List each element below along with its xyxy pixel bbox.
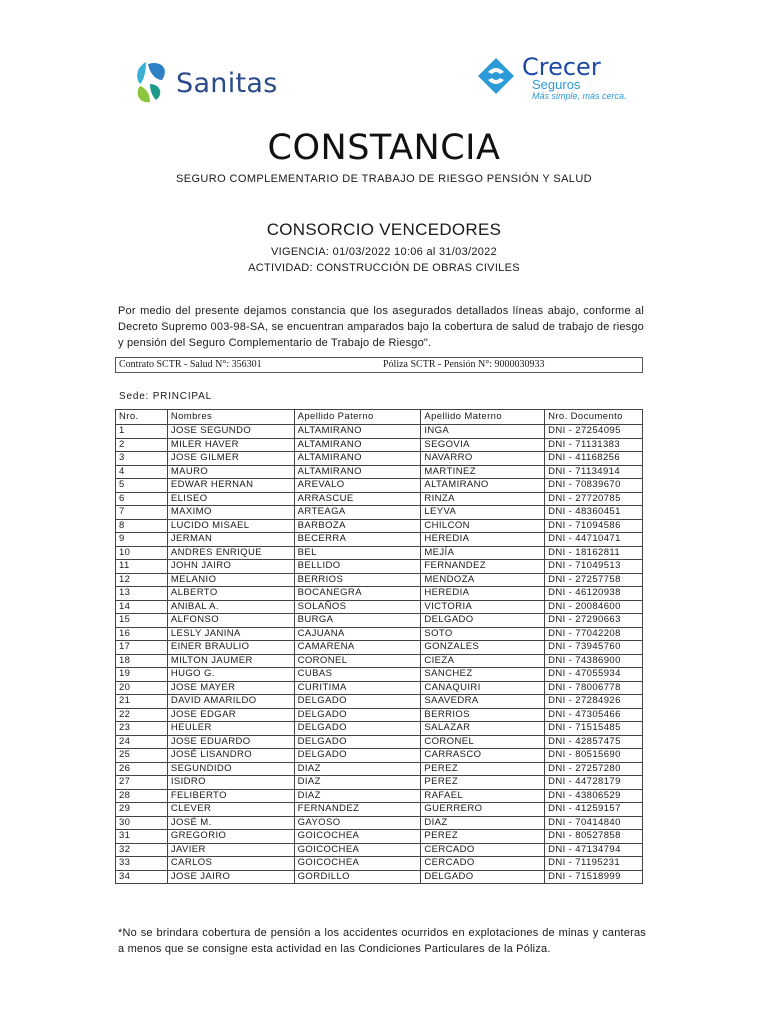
- table-row: [116, 735, 643, 749]
- cell-apellido-paterno: DELGADO: [294, 695, 421, 709]
- cell-nro: 5: [116, 479, 168, 493]
- cell-nro: 20: [116, 681, 168, 695]
- cell-apellido-materno: SOTO: [421, 627, 545, 641]
- cell-nro: 34: [116, 870, 168, 884]
- table-row: [116, 560, 643, 574]
- cell-apellido-materno: FERNANDEZ: [421, 560, 545, 574]
- cell-nombres: CARLOS: [167, 857, 294, 871]
- health-contract-number: Contrato SCTR - Salud N°: 356301: [119, 359, 262, 370]
- cell-nro: 10: [116, 546, 168, 560]
- cell-apellido-materno: CIEZA: [421, 654, 545, 668]
- cell-apellido-materno: SAAVEDRA: [421, 695, 545, 709]
- cell-documento: DNI - 27257280: [545, 762, 643, 776]
- crecer-diamond-icon: [476, 56, 516, 96]
- table-row: [116, 506, 643, 520]
- cell-nro: 26: [116, 762, 168, 776]
- header-apellido-paterno: Apellido Paterno: [294, 410, 421, 425]
- table-row: [116, 519, 643, 533]
- table-row: [116, 762, 643, 776]
- contract-box: [115, 357, 643, 373]
- cell-apellido-materno: CERCADO: [421, 843, 545, 857]
- cell-apellido-materno: CHILCON: [421, 519, 545, 533]
- cell-apellido-paterno: ALTAMIRANO: [294, 425, 421, 439]
- cell-apellido-paterno: BELLIDO: [294, 560, 421, 574]
- cell-documento: DNI - 42857475: [545, 735, 643, 749]
- table-row: [116, 546, 643, 560]
- cell-documento: DNI - 41168256: [545, 452, 643, 466]
- cell-apellido-materno: DIAZ: [421, 816, 545, 830]
- cell-nro: 3: [116, 452, 168, 466]
- header-apellido-materno: Apellido Materno: [421, 410, 545, 425]
- cell-nro: 4: [116, 465, 168, 479]
- cell-apellido-materno: RINZA: [421, 492, 545, 506]
- cell-nombres: CLEVER: [167, 803, 294, 817]
- cell-nombres: MILTON JAUMER: [167, 654, 294, 668]
- table-row: [116, 573, 643, 587]
- cell-nro: 13: [116, 587, 168, 601]
- cell-nro: 7: [116, 506, 168, 520]
- cell-apellido-materno: VICTORIA: [421, 600, 545, 614]
- cell-apellido-materno: CORONEL: [421, 735, 545, 749]
- cell-nombres: LUCIDO MISAEL: [167, 519, 294, 533]
- cell-nombres: JOSE EDUARDO: [167, 735, 294, 749]
- table-row: [116, 870, 643, 884]
- crecer-tagline: Más simple, más cerca.: [532, 91, 627, 101]
- cell-apellido-paterno: ALTAMIRANO: [294, 452, 421, 466]
- cell-nombres: HEULER: [167, 722, 294, 736]
- cell-nombres: JOSE EDGAR: [167, 708, 294, 722]
- cell-nombres: GREGORIO: [167, 830, 294, 844]
- cell-apellido-materno: DELGADO: [421, 870, 545, 884]
- table-row: [116, 789, 643, 803]
- cell-apellido-materno: ALTAMIRANO: [421, 479, 545, 493]
- cell-nro: 15: [116, 614, 168, 628]
- cell-apellido-paterno: DIAZ: [294, 762, 421, 776]
- cell-apellido-materno: CANAQUIRI: [421, 681, 545, 695]
- cell-apellido-paterno: BURGA: [294, 614, 421, 628]
- cell-nombres: FELIBERTO: [167, 789, 294, 803]
- sanitas-logo: [132, 58, 278, 108]
- cell-nro: 2: [116, 438, 168, 452]
- table-row: [116, 465, 643, 479]
- table-row: [116, 452, 643, 466]
- cell-apellido-paterno: ARRASCUE: [294, 492, 421, 506]
- cell-documento: DNI - 71195231: [545, 857, 643, 871]
- cell-documento: DNI - 44710471: [545, 533, 643, 547]
- cell-apellido-paterno: GOICOCHEA: [294, 857, 421, 871]
- cell-nombres: JOHN JAIRO: [167, 560, 294, 574]
- cell-nombres: MILER HAVER: [167, 438, 294, 452]
- cell-apellido-materno: GUERRERO: [421, 803, 545, 817]
- table-row: [116, 695, 643, 709]
- cell-apellido-paterno: BECERRA: [294, 533, 421, 547]
- cell-nombres: ELISEO: [167, 492, 294, 506]
- cell-nro: 12: [116, 573, 168, 587]
- cell-documento: DNI - 71515485: [545, 722, 643, 736]
- cell-apellido-paterno: GORDILLO: [294, 870, 421, 884]
- cell-documento: DNI - 77042208: [545, 627, 643, 641]
- cell-apellido-paterno: ALTAMIRANO: [294, 465, 421, 479]
- cell-nombres: JOSÉ LISANDRO: [167, 749, 294, 763]
- intro-paragraph: Por medio del presente dejamos constancia que los asegurados detallados líneas abajo, conforme al Decreto Supremo 003-98-SA, se encuentran amparados bajo la cobertura de salud de trabajo de riesgo y pensión del Seguro Complementario de Trabajo de Riesgo".: [118, 305, 644, 349]
- cell-documento: DNI - 46120938: [545, 587, 643, 601]
- table-header-row: [116, 410, 643, 425]
- cell-documento: DNI - 27290663: [545, 614, 643, 628]
- cell-nro: 28: [116, 789, 168, 803]
- table-row: [116, 749, 643, 763]
- cell-nombres: JOSE MAYER: [167, 681, 294, 695]
- cell-nro: 32: [116, 843, 168, 857]
- cell-nro: 27: [116, 776, 168, 790]
- cell-apellido-paterno: BERRIOS: [294, 573, 421, 587]
- validity-period: VIGENCIA: 01/03/2022 10:06 al 31/03/2022: [270, 246, 498, 258]
- cell-apellido-paterno: CAMARENA: [294, 641, 421, 655]
- cell-apellido-materno: SALAZAR: [421, 722, 545, 736]
- cell-apellido-materno: SANCHEZ: [421, 668, 545, 682]
- cell-nombres: JOSE GILMER: [167, 452, 294, 466]
- cell-documento: DNI - 71094586: [545, 519, 643, 533]
- crecer-wordmark: Crecer: [522, 53, 601, 81]
- cell-documento: DNI - 20084600: [545, 600, 643, 614]
- cell-apellido-paterno: DIAZ: [294, 789, 421, 803]
- cell-apellido-materno: CARRASCO: [421, 749, 545, 763]
- cell-apellido-materno: HEREDIA: [421, 587, 545, 601]
- cell-apellido-paterno: DIAZ: [294, 776, 421, 790]
- cell-apellido-materno: CERCADO: [421, 857, 545, 871]
- activity: ACTIVIDAD: CONSTRUCCIÓN DE OBRAS CIVILES: [248, 262, 520, 274]
- cell-apellido-materno: PEREZ: [421, 830, 545, 844]
- cell-apellido-paterno: GOICOCHEA: [294, 843, 421, 857]
- cell-nro: 11: [116, 560, 168, 574]
- cell-nro: 31: [116, 830, 168, 844]
- table-row: [116, 668, 643, 682]
- cell-documento: DNI - 43806529: [545, 789, 643, 803]
- sanitas-wordmark: Sanitas: [176, 67, 278, 99]
- cell-documento: DNI - 27720785: [545, 492, 643, 506]
- cell-apellido-materno: BERRIOS: [421, 708, 545, 722]
- cell-documento: DNI - 41259157: [545, 803, 643, 817]
- cell-documento: DNI - 71134914: [545, 465, 643, 479]
- cell-documento: DNI - 78006778: [545, 681, 643, 695]
- cell-nro: 16: [116, 627, 168, 641]
- cell-apellido-materno: HEREDIA: [421, 533, 545, 547]
- cell-apellido-paterno: CUBAS: [294, 668, 421, 682]
- table-row: [116, 843, 643, 857]
- cell-apellido-paterno: BARBOZA: [294, 519, 421, 533]
- cell-documento: DNI - 80527858: [545, 830, 643, 844]
- cell-nombres: EINER BRAULIO: [167, 641, 294, 655]
- cell-nombres: JOSÉ M.: [167, 816, 294, 830]
- cell-apellido-paterno: BOCANEGRA: [294, 587, 421, 601]
- cell-documento: DNI - 47134794: [545, 843, 643, 857]
- cell-nombres: JOSE SEGUNDO: [167, 425, 294, 439]
- table-row: [116, 681, 643, 695]
- cell-apellido-materno: PEREZ: [421, 776, 545, 790]
- cell-apellido-materno: MARTINEZ: [421, 465, 545, 479]
- cell-nombres: EDWAR HERNAN: [167, 479, 294, 493]
- cell-apellido-paterno: DELGADO: [294, 749, 421, 763]
- table-row: [116, 857, 643, 871]
- cell-nro: 1: [116, 425, 168, 439]
- cell-nombres: DAVID AMARILDO: [167, 695, 294, 709]
- cell-apellido-paterno: ARTEAGA: [294, 506, 421, 520]
- cell-apellido-materno: MEJÍA: [421, 546, 545, 560]
- cell-nro: 33: [116, 857, 168, 871]
- sanitas-butterfly-icon: [132, 58, 172, 108]
- table-row: [116, 438, 643, 452]
- document-subtitle: SEGURO COMPLEMENTARIO DE TRABAJO DE RIESGO PENSIÓN Y SALUD: [175, 173, 593, 185]
- crecer-seguros: Seguros: [532, 77, 581, 92]
- cell-apellido-paterno: AREVALO: [294, 479, 421, 493]
- cell-apellido-materno: GONZALES: [421, 641, 545, 655]
- cell-documento: DNI - 18162811: [545, 546, 643, 560]
- table-row: [116, 816, 643, 830]
- cell-documento: DNI - 27284926: [545, 695, 643, 709]
- table-row: [116, 587, 643, 601]
- cell-documento: DNI - 44728179: [545, 776, 643, 790]
- cell-documento: DNI - 80515690: [545, 749, 643, 763]
- cell-nombres: JAVIER: [167, 843, 294, 857]
- cell-nro: 14: [116, 600, 168, 614]
- cell-documento: DNI - 70414840: [545, 816, 643, 830]
- header-nombres: Nombres: [167, 410, 294, 425]
- branch-label: Sede: PRINCIPAL: [119, 391, 212, 402]
- cell-apellido-materno: PEREZ: [421, 762, 545, 776]
- table-row: [116, 614, 643, 628]
- cell-nombres: ISIDRO: [167, 776, 294, 790]
- table-row: [116, 533, 643, 547]
- cell-apellido-materno: RAFAEL: [421, 789, 545, 803]
- cell-nombres: JERMAN: [167, 533, 294, 547]
- cell-documento: DNI - 71518999: [545, 870, 643, 884]
- cell-apellido-materno: INGA: [421, 425, 545, 439]
- cell-apellido-paterno: ALTAMIRANO: [294, 438, 421, 452]
- cell-apellido-materno: NAVARRO: [421, 452, 545, 466]
- cell-documento: DNI - 71049513: [545, 560, 643, 574]
- cell-nombres: ALFONSO: [167, 614, 294, 628]
- cell-nombres: HUGO G.: [167, 668, 294, 682]
- table-row: [116, 479, 643, 493]
- table-row: [116, 425, 643, 439]
- cell-documento: DNI - 27254095: [545, 425, 643, 439]
- cell-apellido-materno: LEYVA: [421, 506, 545, 520]
- cell-nombres: SEGUNDIDO: [167, 762, 294, 776]
- cell-documento: DNI - 73945760: [545, 641, 643, 655]
- table-row: [116, 708, 643, 722]
- cell-nro: 21: [116, 695, 168, 709]
- cell-apellido-paterno: DELGADO: [294, 735, 421, 749]
- pension-policy-number: Póliza SCTR - Pensión N°: 9000030933: [383, 359, 545, 370]
- table-row: [116, 776, 643, 790]
- crecer-logo: [476, 53, 627, 102]
- cell-apellido-paterno: DELGADO: [294, 722, 421, 736]
- cell-nombres: MAURO: [167, 465, 294, 479]
- cell-nro: 6: [116, 492, 168, 506]
- cell-apellido-materno: DELGADO: [421, 614, 545, 628]
- company-name: CONSORCIO VENCEDORES: [266, 220, 502, 239]
- cell-nro: 9: [116, 533, 168, 547]
- cell-nombres: JOSE JAIRO: [167, 870, 294, 884]
- cell-nombres: ANIBAL A.: [167, 600, 294, 614]
- cell-documento: DNI - 74386900: [545, 654, 643, 668]
- cell-nro: 23: [116, 722, 168, 736]
- cell-nro: 30: [116, 816, 168, 830]
- cell-nro: 25: [116, 749, 168, 763]
- table-row: [116, 492, 643, 506]
- cell-apellido-paterno: CORONEL: [294, 654, 421, 668]
- cell-documento: DNI - 70839670: [545, 479, 643, 493]
- cell-apellido-materno: SEGOVIA: [421, 438, 545, 452]
- header-nro: Nro.: [116, 410, 168, 425]
- cell-apellido-paterno: CAJUANA: [294, 627, 421, 641]
- table-row: [116, 600, 643, 614]
- cell-nombres: LESLY JANINA: [167, 627, 294, 641]
- cell-nro: 18: [116, 654, 168, 668]
- cell-apellido-paterno: GOICOCHEA: [294, 830, 421, 844]
- footnote: *No se brindara cobertura de pensión a los accidentes ocurridos en explotaciones de minas y canteras a menos que se consigne esta actividad en las Condiciones Particulares de la Póliza.: [118, 927, 646, 955]
- cell-documento: DNI - 71131383: [545, 438, 643, 452]
- document-title: CONSTANCIA: [267, 128, 501, 168]
- cell-nombres: MAXIMO: [167, 506, 294, 520]
- table-row: [116, 803, 643, 817]
- cell-documento: DNI - 47305466: [545, 708, 643, 722]
- cell-nro: 19: [116, 668, 168, 682]
- cell-nombres: MELANIO: [167, 573, 294, 587]
- table-row: [116, 654, 643, 668]
- insured-table: [115, 409, 643, 884]
- cell-nro: 8: [116, 519, 168, 533]
- cell-documento: DNI - 48360451: [545, 506, 643, 520]
- cell-apellido-paterno: GAYOSO: [294, 816, 421, 830]
- cell-documento: DNI - 47055934: [545, 668, 643, 682]
- cell-nro: 17: [116, 641, 168, 655]
- cell-nro: 24: [116, 735, 168, 749]
- cell-documento: DNI - 27257758: [545, 573, 643, 587]
- table-row: [116, 641, 643, 655]
- cell-apellido-paterno: CURITIMA: [294, 681, 421, 695]
- table-row: [116, 722, 643, 736]
- cell-apellido-materno: MENDOZA: [421, 573, 545, 587]
- cell-nro: 29: [116, 803, 168, 817]
- cell-nombres: ANDRES ENRIQUE: [167, 546, 294, 560]
- cell-apellido-paterno: BEL: [294, 546, 421, 560]
- cell-apellido-paterno: SOLAÑOS: [294, 600, 421, 614]
- cell-apellido-paterno: FERNANDEZ: [294, 803, 421, 817]
- table-row: [116, 627, 643, 641]
- header-documento: Nro. Documento: [545, 410, 643, 425]
- table-row: [116, 830, 643, 844]
- cell-nro: 22: [116, 708, 168, 722]
- cell-apellido-paterno: DELGADO: [294, 708, 421, 722]
- cell-nombres: ALBERTO: [167, 587, 294, 601]
